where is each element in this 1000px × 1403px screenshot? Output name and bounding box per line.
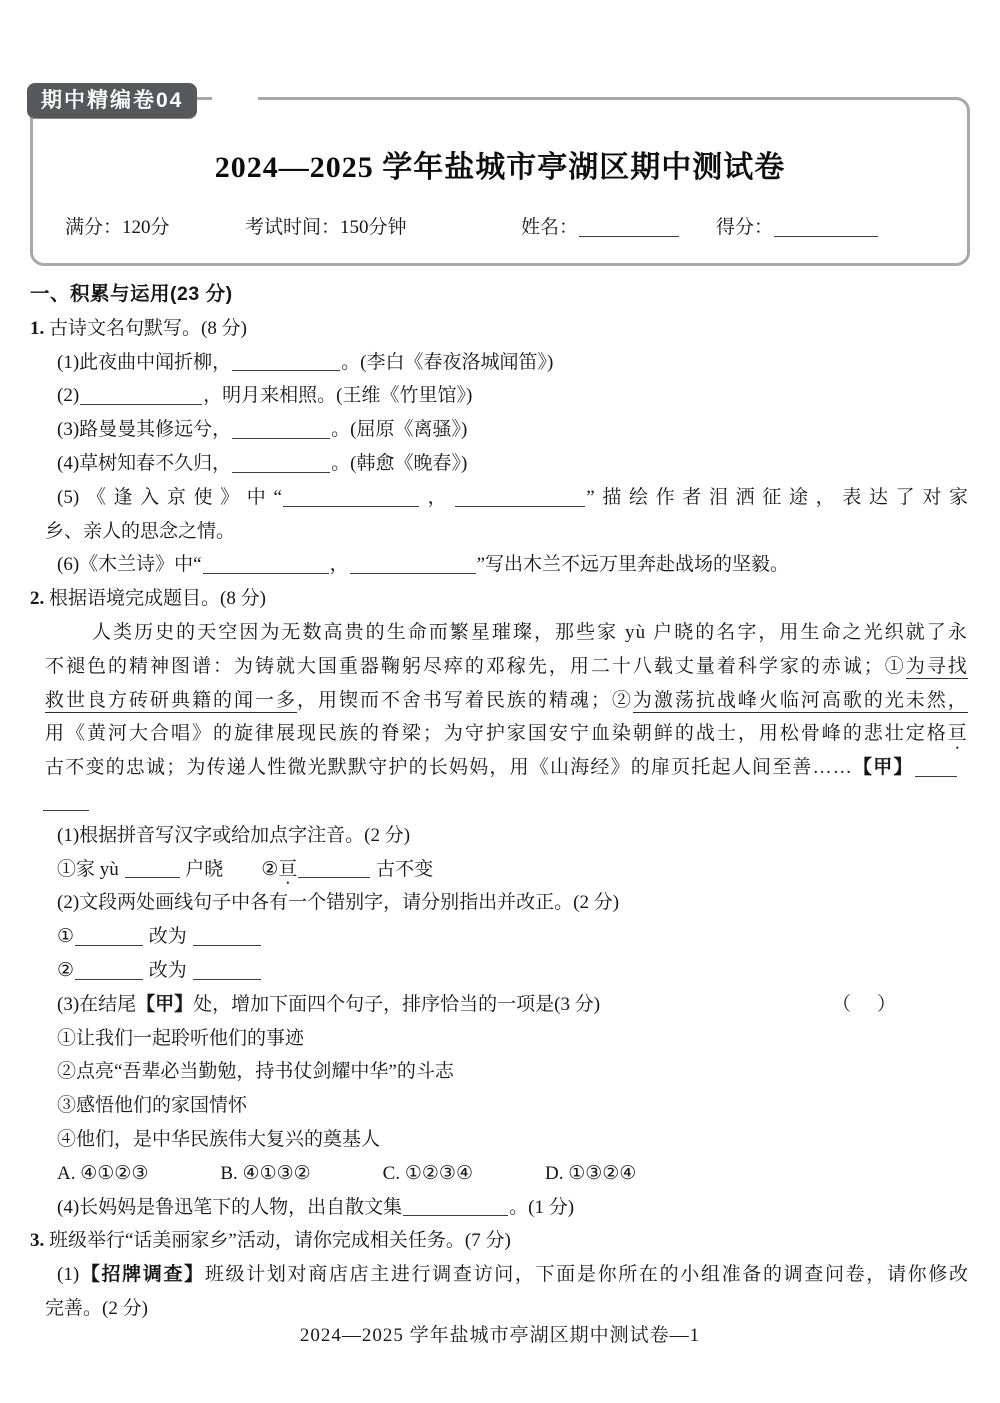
text-segment: 古不变 xyxy=(371,858,434,880)
text-segment: ） xyxy=(876,993,896,1015)
text-segment: 班级举行“话美丽家乡”活动，请你完成相关任务。(7 分) xyxy=(44,1230,511,1252)
text-segment: (1)根据拼音写汉字或给加点字注音。(2 分) xyxy=(57,824,411,846)
text-segment: (4)草树知春不久归， xyxy=(57,452,232,474)
q1-heading xyxy=(30,312,968,346)
text-segment: A. ④①②③ xyxy=(57,1162,149,1184)
text-segment: 为激荡抗战峰火临河高歌的光未然， xyxy=(632,689,969,711)
q2-sub-3-sentence-4 xyxy=(30,1123,968,1157)
text-segment: 。(1 分) xyxy=(509,1196,575,1218)
q2-sub-1-items xyxy=(30,853,968,887)
blank-underline xyxy=(915,757,957,777)
page-footer: 2024—2025 学年盐城市亭湖区期中测试卷—1 xyxy=(299,1325,701,1346)
blank-underline xyxy=(232,351,340,371)
text-segment: (4)长妈妈是鲁迅笔下的人物，出自散文集 xyxy=(57,1196,403,1218)
text-segment: 【甲】 xyxy=(136,993,194,1015)
dotted-character: 亘 xyxy=(947,723,968,745)
text-segment: D. ①③②④ xyxy=(544,1162,637,1184)
q2-sub-3 xyxy=(30,988,968,1022)
text-segment: 一、积累与运用(23 分) xyxy=(30,283,233,305)
text-segment: 。(屈原《离骚》) xyxy=(331,419,468,441)
text-segment: ，明月来相照。(王维《竹里馆》) xyxy=(203,385,473,407)
text-segment: ③感悟他们的家国情怀 xyxy=(57,1095,248,1117)
name-blank-line xyxy=(579,217,679,237)
text-segment: ④他们，是中华民族伟大复兴的奠基人 xyxy=(57,1128,381,1150)
name-field xyxy=(521,212,680,239)
text-segment: (3)路曼曼其修远兮， xyxy=(57,419,232,441)
blank-underline xyxy=(75,960,143,980)
q1-item-5 xyxy=(30,481,968,515)
q2-sub-3-sentence-1 xyxy=(30,1022,968,1056)
blank-underline xyxy=(43,791,89,811)
text-segment: (1) xyxy=(57,1264,80,1286)
text-segment: (2) xyxy=(57,385,80,407)
q2-sub-1 xyxy=(30,819,968,853)
text-segment: 。(李白《春夜洛城闻笛》) xyxy=(341,351,554,373)
q2-sub-2 xyxy=(30,886,968,920)
text-segment: ， xyxy=(419,486,455,508)
text-segment: ② xyxy=(261,858,279,880)
q3-heading xyxy=(30,1224,968,1258)
blank-underline xyxy=(203,554,329,574)
text-segment: 古不变的忠诚；为传递人性微光默默守护的长妈妈，用《山海经》的扉页托起人间至善…… xyxy=(45,757,854,779)
answer-parentheses xyxy=(832,988,968,1022)
q2-sub-2-item-2 xyxy=(30,954,968,988)
text-segment: (5)《逢入京使》中“ xyxy=(57,486,282,508)
text-segment: 处，增加下面四个句子，排序恰当的一项是(3 分) xyxy=(193,993,601,1015)
text-segment: 。(韩愈《晚春》) xyxy=(331,452,468,474)
score-label: 得分： xyxy=(716,217,774,238)
text-segment: ② xyxy=(57,959,75,981)
line-text xyxy=(57,988,832,1022)
exam-time-label: 考试时间：150分钟 xyxy=(245,217,407,238)
exam-header-box xyxy=(30,97,970,266)
text-segment: ②点亮“吾辈必当勤勉，持书仗剑耀中华”的斗志 xyxy=(57,1061,454,1083)
q1-item-5-cont xyxy=(30,515,968,549)
q2-passage-line-2 xyxy=(30,650,968,684)
text-segment: 【招牌调查】 xyxy=(79,1264,205,1286)
blank-underline xyxy=(193,960,261,980)
text-segment: 根据语境完成题目。(8 分) xyxy=(44,588,266,610)
spacer xyxy=(473,1178,545,1179)
name-label: 姓名： xyxy=(521,217,579,238)
text-segment: (6)《木兰诗》中“ xyxy=(57,554,202,576)
section-1-heading xyxy=(30,278,968,312)
exam-set-badge: 期中精编卷04 xyxy=(27,83,197,118)
blank-underline xyxy=(80,385,202,405)
q2-sub-2-item-1 xyxy=(30,920,968,954)
text-segment: 人类历史的天空因为无数高贵的生命而繁星璀璨，那些家 yù 户晓的名字，用生命之光织就了永 xyxy=(92,621,968,643)
blank-underline xyxy=(298,858,370,878)
text-segment: 用《黄河大合唱》的旋律展现民族的脊梁；为守护家国安宁血染朝鲜的战士，用松骨峰的悲壮定格 xyxy=(45,723,948,745)
text-segment: 改为 xyxy=(144,926,192,948)
text-segment: ①让我们一起聆听他们的事迹 xyxy=(57,1027,305,1049)
dotted-character: 亘 xyxy=(278,858,298,880)
text-segment: 完善。(2 分) xyxy=(45,1297,148,1319)
q2-passage-line-4 xyxy=(30,717,968,751)
q2-sub-3-sentence-3 xyxy=(30,1089,968,1123)
blank-underline xyxy=(350,554,476,574)
q2-passage-line-5 xyxy=(30,751,968,785)
text-segment: ①家 yù xyxy=(57,858,124,880)
text-segment: B. ④①③② xyxy=(220,1162,311,1184)
q1-item-1 xyxy=(30,346,968,380)
blank-underline xyxy=(403,1196,508,1216)
q2-passage-line-1 xyxy=(30,616,968,650)
text-segment: ”写出木兰不远万里奔赴战场的坚毅。 xyxy=(476,554,790,576)
blank-underline xyxy=(75,926,143,946)
text-segment: 古诗文名句默写。(8 分) xyxy=(44,317,247,339)
q3-sub-1 xyxy=(30,1258,968,1292)
q2-heading xyxy=(30,582,968,616)
spacer xyxy=(311,1178,383,1179)
q2-sub-3-sentence-2 xyxy=(30,1055,968,1089)
text-segment: ， xyxy=(329,554,349,576)
text-segment: ”描绘作者泪洒征途，表达了对家 xyxy=(586,486,968,508)
text-segment: （ xyxy=(831,993,851,1015)
text-segment: 户晓 xyxy=(180,858,224,880)
blank-underline xyxy=(455,487,585,507)
blank-underline xyxy=(193,926,261,946)
q1-item-4 xyxy=(30,447,968,481)
score-field xyxy=(716,212,879,239)
text-segment: (1)此夜曲中闻折柳， xyxy=(57,351,232,373)
text-segment: ① xyxy=(57,926,75,948)
q1-item-2 xyxy=(30,379,968,413)
text-segment: 为寻找 xyxy=(905,655,969,677)
text-segment: ，用锲而不舍书写着民族的精魂；② xyxy=(296,689,633,711)
text-segment: C. ①②③④ xyxy=(382,1162,473,1184)
score-blank-line xyxy=(774,217,878,237)
blank-underline xyxy=(283,487,419,507)
badge-border-gap xyxy=(212,92,258,104)
text-segment: (2)文段两处画线句子中各有一个错别字，请分别指出并改正。(2 分) xyxy=(57,892,620,914)
text-segment: 班级计划对商店店主进行调查访问，下面是你所在的小组准备的调查问卷，请你修改 xyxy=(204,1264,968,1286)
spacer xyxy=(223,874,261,875)
text-segment: 不褪色的精神图谱：为铸就大国重器鞠躬尽瘁的邓稼先，用二十八载丈量着科学家的赤诚；① xyxy=(45,655,906,677)
text-segment: 1. xyxy=(30,317,45,339)
page-title: 2024—2025 学年盐城市亭湖区期中测试卷 xyxy=(214,151,786,184)
text-segment: 3. xyxy=(30,1230,45,1252)
text-segment: 【甲】 xyxy=(853,757,914,779)
text-segment: 2. xyxy=(30,588,45,610)
q3-sub-1-cont xyxy=(30,1292,968,1326)
text-segment: 救世良方砖研典籍的闻一多 xyxy=(45,689,297,711)
q2-passage-line-3 xyxy=(30,684,968,718)
text-segment: 乡、亲人的思念之情。 xyxy=(45,520,236,542)
blank-underline xyxy=(232,453,330,473)
text-segment: (3)在结尾 xyxy=(57,993,137,1015)
full-score-label: 满分：120分 xyxy=(65,217,170,238)
q1-item-3 xyxy=(30,413,968,447)
spacer xyxy=(851,1009,877,1010)
q2-sub-3-choices xyxy=(30,1157,968,1191)
q1-item-6 xyxy=(30,548,968,582)
q2-sub-4 xyxy=(30,1191,968,1225)
blank-underline xyxy=(125,858,180,878)
text-segment: 改为 xyxy=(144,959,192,981)
blank-underline xyxy=(232,419,330,439)
spacer xyxy=(148,1178,220,1179)
q2-passage-blank-cont xyxy=(30,785,968,819)
exam-body xyxy=(30,278,968,1326)
